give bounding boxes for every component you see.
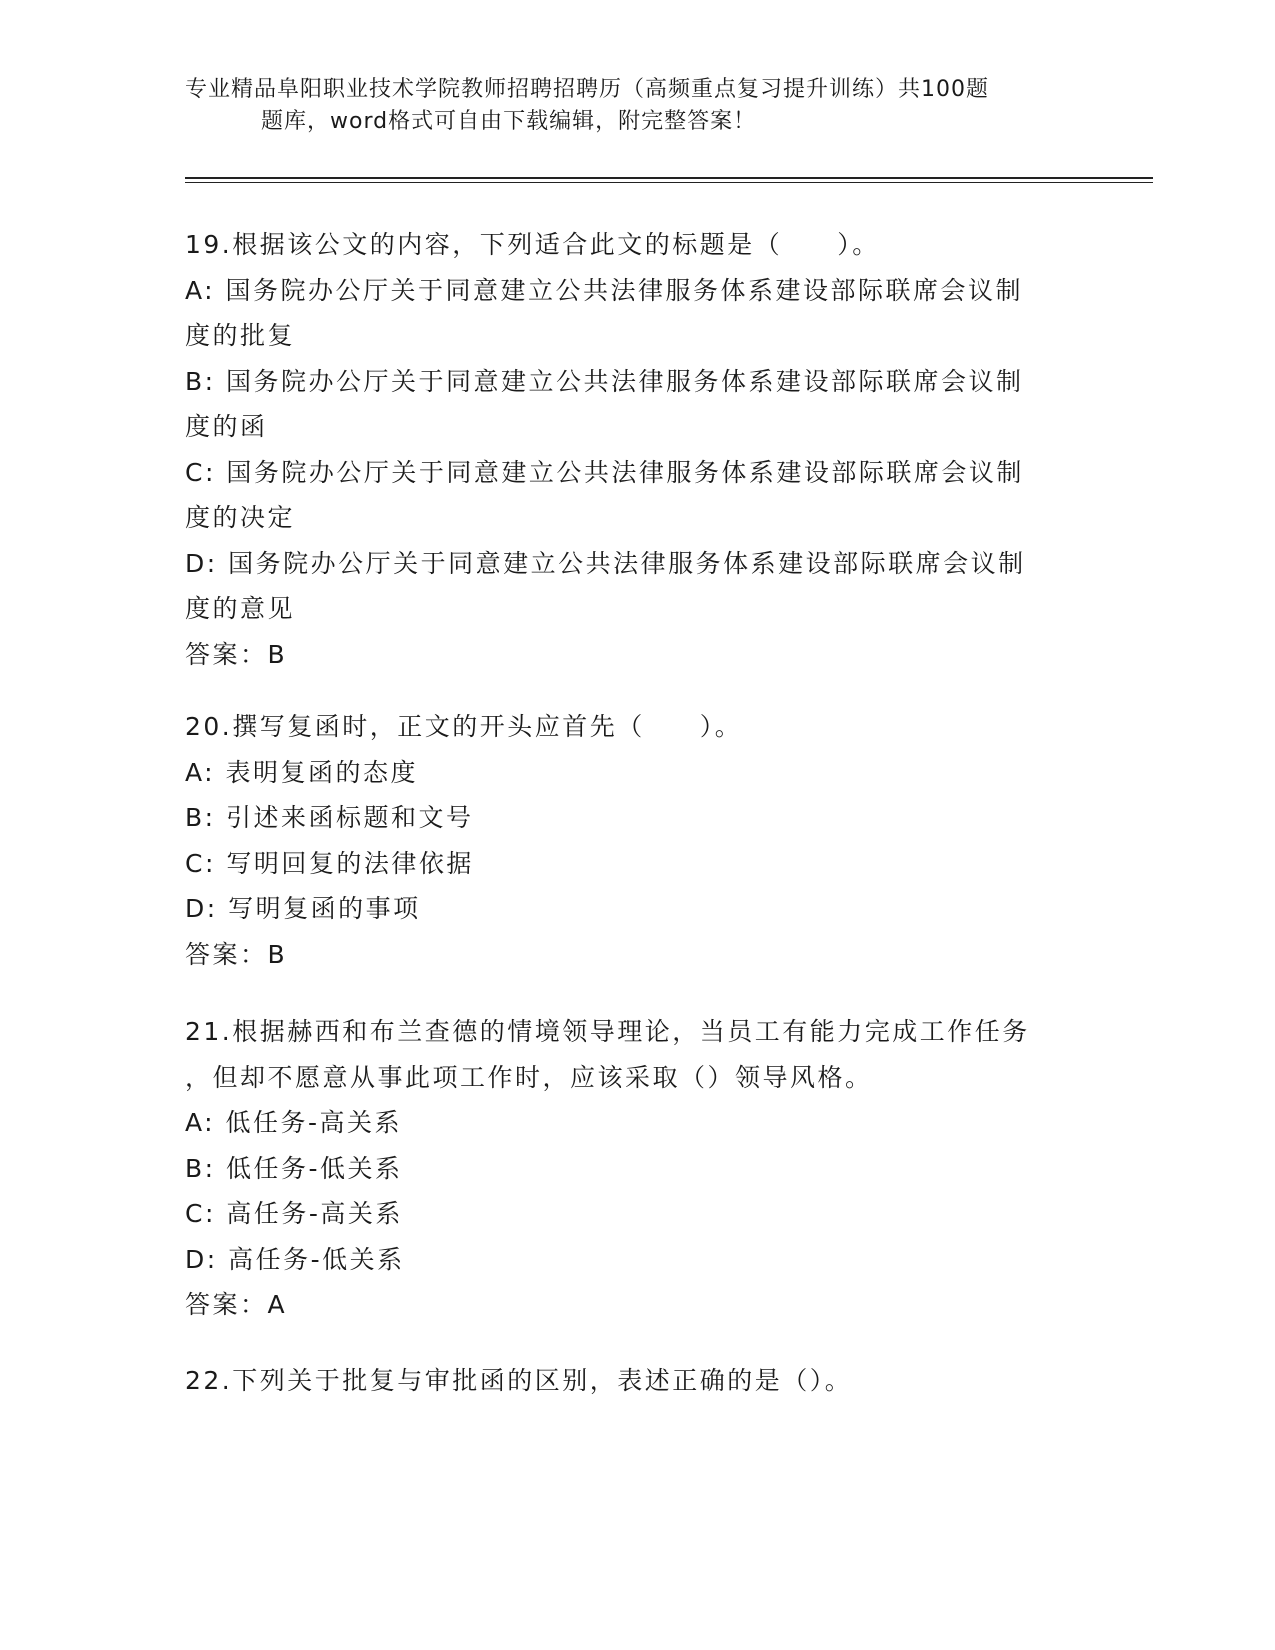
option-a-cont: 度的批复 <box>185 321 296 350</box>
option-b: B: 国务院办公厅关于同意建立公共法律服务体系建设部际联席会议制 <box>185 366 1024 396</box>
option-c: C: 高任务-高关系 <box>185 1199 403 1228</box>
option-c-cont: 度的决定 <box>185 503 296 532</box>
question-stem-cont: ，但却不愿意从事此项工作时，应该采取（）领导风格。 <box>185 1062 873 1092</box>
header-divider <box>185 177 1153 179</box>
question-19 <box>185 222 1065 677</box>
option-d: D: 国务院办公厅关于同意建立公共法律服务体系建设部际联席会议制 <box>185 548 1026 578</box>
question-21 <box>185 1009 1065 1328</box>
option-d: D: 高任务-低关系 <box>185 1244 405 1274</box>
option-a: A: 低任务-高关系 <box>185 1108 403 1137</box>
document-header <box>185 74 1065 138</box>
option-a: A: 表明复函的态度 <box>185 757 419 787</box>
question-stem: 22.下列关于批复与审批函的区别，表述正确的是（）。 <box>185 1366 853 1395</box>
option-c: C: 写明回复的法律依据 <box>185 848 474 878</box>
header-title-line1: 专业精品阜阳职业技术学院教师招聘招聘历（高频重点复习提升训练）共100题 <box>185 77 989 102</box>
option-d-cont: 度的意见 <box>185 594 296 623</box>
option-a: A: 国务院办公厅关于同意建立公共法律服务体系建设部际联席会议制 <box>185 275 1024 305</box>
option-b: B: 引述来函标题和文号 <box>185 803 474 832</box>
answer: 答案：A <box>185 1290 288 1319</box>
question-stem: 21.根据赫西和布兰查德的情境领导理论，当员工有能力完成工作任务 <box>185 1017 1030 1046</box>
option-c: C: 国务院办公厅关于同意建立公共法律服务体系建设部际联席会议制 <box>185 457 1024 487</box>
question-stem: 19.根据该公文的内容，下列适合此文的标题是（ ）。 <box>185 230 880 259</box>
question-22 <box>185 1358 1065 1404</box>
option-b: B: 低任务-低关系 <box>185 1153 403 1183</box>
answer: 答案：B <box>185 939 288 969</box>
option-d: D: 写明复函的事项 <box>185 894 421 923</box>
option-b-cont: 度的函 <box>185 412 268 441</box>
question-20 <box>185 704 1065 977</box>
header-divider-thin <box>185 182 1153 183</box>
answer: 答案：B <box>185 639 288 669</box>
header-title-line2: 题库，word格式可自由下载编辑，附完整答案！ <box>261 109 757 134</box>
question-stem: 20.撰写复函时，正文的开头应首先（ ）。 <box>185 712 743 741</box>
